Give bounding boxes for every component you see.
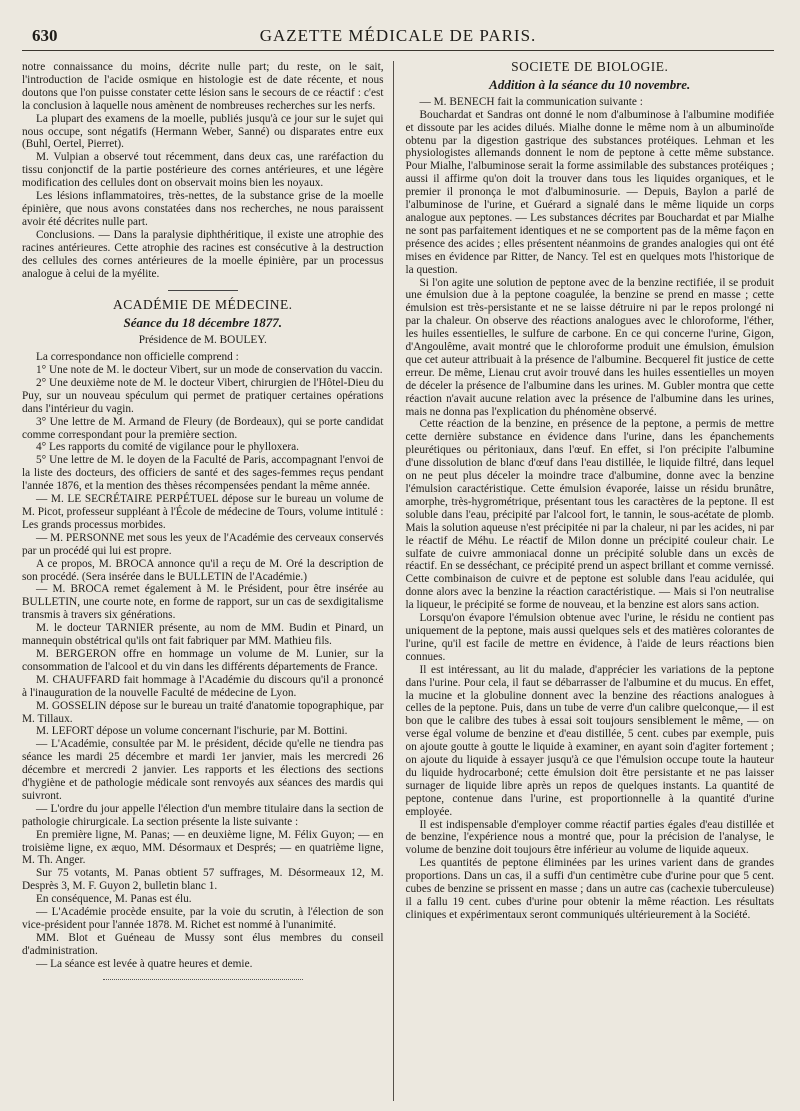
paragraph: M. le docteur TARNIER présente, au nom de MM. Budin et Pinard, un mannequin obstétrical qu'ils ont fait fabriquer par MM. Mathieu fils.: [22, 622, 384, 648]
section-title-societe: SOCIÉTÉ DE BIOLOGIE.: [511, 61, 669, 74]
paragraph: — M. BROCA remet également à M. le Président, pour être insérée au BULLETIN, une courte note, en forme de rapport, sur un cas de sexdigitalisme transmis à travers six générations.: [22, 583, 384, 622]
paragraph: 1° Une note de M. le docteur Vibert, sur un mode de conservation du vaccin.: [36, 364, 383, 377]
paragraph: Il est intéressant, au lit du malade, d'apprécier les variations de la peptone dans l'urine. Pour cela, il faut se débarrasser de l'albumine et du mucus. En effet, la mucine et la globuline donnent avec la benzine des réactions analogues à celles de la peptone. Puis, dans un tube de verre d'un calibre quelconque,— il est bon que le calibre des tubes à essai soit toujours sensiblement le même, — on verse égal volume de benzine et d'eau distillée, 5 cent. cubes par exemple, puis on ajoute goutte à goutte le liquide à examiner, en ayant soin d'agiter fortement ; on ajoute du liquide à essayer jusqu'à ce que l'émulsion occupe toute la hauteur du liquide hydrocarboné; cette émulsion doit être persistante et ne pas laisser surnager de liquide libre après un repos de quelques instants. La quantité de peptone, contenue dans l'urine, est proportionnelle à la quantité d'urine employée.: [405, 663, 774, 818]
page-number: 630: [32, 26, 58, 45]
paragraph: — La séance est levée à quatre heures et demie.: [36, 957, 253, 970]
conclusions-paragraph: Conclusions. — Dans la paralysie diphthéritique, il existe une atrophie des racines antérieures. Cette atrophie des racines est consécutive à la destruction des cellules des cornes antérieures de la moelle épinière, par un processus analogue à celui de la myélite.: [22, 228, 384, 280]
paragraph: Les lésions inflammatoires, très-nettes, de la substance grise de la moelle épinière, que nous avons constatées dans nos recherches, ne nous paraissent avoir été décrites nulle part.: [22, 190, 384, 228]
section-divider: [168, 290, 238, 291]
paragraph: La correspondance non officielle comprend :: [36, 351, 239, 364]
paragraph: — L'ordre du jour appelle l'élection d'un membre titulaire dans la section de pathologie chirurgicale. La section présente la liste suivante :: [22, 802, 384, 828]
paragraph: M. CHAUFFARD fait hommage à l'Académie du discours qu'il a prononcé à l'inauguration de la nouvelle Faculté de médecine de Lyon.: [22, 673, 384, 699]
paragraph: notre connaissance du moins, décrite nulle part; du reste, on le sait, l'introduction de l'acide osmique en histologie est de date récente, et nous doutons que l'on puisse constater cette lésion sans le secours de ce réactif : c'est la conclusion à laquelle nous amènent de nombreuses recherches sur les nerfs.: [22, 61, 384, 112]
paragraph: — M. BENECH fait la communication suivante :: [419, 95, 643, 108]
paragraph: M. Vulpian a observé tout récemment, dans deux cas, une raréfaction du tissu conjonctif de la partie postérieure des cornes antérieures, et une légère modification des cellules dont on observait moins bien les noyaux.: [22, 151, 384, 190]
paragraph: En conséquence, M. Panas est élu.: [36, 893, 192, 906]
paragraph: Il est indispensable d'employer comme réactif parties égales d'eau distillée et de benzine, l'expérience nous a montré que, pour la précision de l'analyse, le volume de benzine doit toujours être inférieur au volume de liquide aqueux.: [405, 818, 774, 857]
paragraph: Lorsqu'on évapore l'émulsion obtenue avec l'urine, le résidu ne contient pas uniquement de la peptone, mais aussi quelques sels et des matières colorantes de l'urine, qu'il est facile de mettre en évidence, à l'aide de leurs réactions bien connues.: [405, 612, 774, 663]
paragraph: — M. LE SECRÉTAIRE PERPÉTUEL dépose sur le bureau un volume de M. Picot, professeur suppléant à l'École de médecine de Tours, volume intitulé : Les grands processus morbides.: [22, 493, 384, 531]
paragraph: 5° Une lettre de M. le doyen de la Faculté de Paris, accompagnant l'envoi de la liste des docteurs, des officiers de santé et des sages-femmes reçus pendant l'année 1876, et la mention des thèses récompensées pendant la même année.: [22, 454, 384, 493]
session-heading: Séance du 18 décembre 1877.: [123, 315, 283, 331]
paragraph: En première ligne, M. Panas; — en deuxième ligne, M. Félix Guyon; — en troisième ligne, ex æquo, MM. Désormaux et Després; — en quatrième ligne, M. Th. Anger.: [22, 828, 384, 867]
column-rule: [393, 61, 394, 1101]
paragraph: — L'Académie, consultée par M. le président, décide qu'elle ne tiendra pas séance les mardi 25 décembre et mardi 1er janvier, mais les mercredi 26 décembre et mercredi 2 janvier. Les rapports et les élections des sections d'hygiène et de pathologie médicale sont renvoyés aux séances des mardis qui suivront.: [22, 738, 384, 802]
left-column: [22, 61, 390, 1101]
paragraph: La plupart des examens de la moelle, publiés jusqu'à ce jour sur le sujet qui nous occupe, sont négatifs (Hermann Weber, Sanné) ou disparates entre eux (Buhl, Oertel, Pierret).: [22, 112, 384, 151]
paragraph: A ce propos, M. BROCA annonce qu'il a reçu de M. Oré la description de son procédé. (Sera insérée dans le BULLETIN de l'Académie.): [22, 557, 384, 583]
paragraph: 2° Une deuxième note de M. le docteur Vibert, chirurgien de l'Hôtel-Dieu du Puy, sur un nouveau spéculum qui permet de pratiquer certaines opérations dans l'intérieur du vagin.: [22, 376, 384, 415]
session-heading: Addition à la séance du 10 novembre.: [489, 76, 691, 92]
section-title-academie: ACADÉMIE DE MÉDECINE.: [112, 297, 293, 313]
paragraph: Les quantités de peptone éliminées par les urines varient dans de grandes proportions. Dans un cas, il a suffi d'un centimètre cube d'urine pour que 5 cent. cubes de benzine se prissent en masse ; dans un autre cas (cachexie tuberculeuse) il a fallu 19 cent. cubes d'urine pour obtenir la même réaction. Les résultats cliniques et expérimentaux seront communiqués ultérieurement à la Société.: [405, 857, 774, 921]
paragraph: MM. Blot et Guéneau de Mussy sont élus membres du conseil d'administration.: [22, 931, 384, 957]
paragraph: — L'Académie procède ensuite, par la voie du scrutin, à l'élection de son vice-président pour l'année 1878. M. Richet est nommé à l'unanimité.: [22, 906, 384, 931]
paragraph: M. BERGERON offre en hommage un volume de M. Lunier, sur la consommation de l'alcool et du vin dans les différents départements de France.: [22, 647, 384, 673]
paragraph: Bouchardat et Sandras ont donné le nom d'albuminose à l'albumine modifiée et dissoute par les acides dilués. Mialhe donne le même nom à un albuminoïde obtenu par la digestion gastrique des substances protéiques. Lehman et les physiologistes allemands donnent le nom de peptone à cette même substance. Pour Mialhe, l'albuminose serait la forme assimilable des substances protéiques ; aussi il affirme qu'on doit la trouver dans tous les liquides organiques, et le premier il prononça le mot d'albuminosurie. — Depuis, Baylon a parlé de l'albuminose de l'urine, et Guérard a signalé dans le même liquide un corps analogue aux peptones. — Les substances décrites par Bouchardat et par Mialhe ne sont pas parfaitement identiques et ne se comportent pas de la même façon en présence des acides ; elles présentent néanmoins de grandes analogies qui ont été mises en évidence par Ritter, de Nancy. Tel est en quelques mots l'historique de la question.: [405, 108, 774, 276]
paragraph: Si l'on agite une solution de peptone avec de la benzine rectifiée, il se produit une émulsion due à la peptone coagulée, la benzine se prend en masse ; cette émulsion est très-persistante et ne se laisse détruire ni par le repos prolongé ni par la chaleur. On observe des réactions analogues avec le chloroforme, l'éther, les huiles essentielles, le sulfure de carbone. En ce qui concerne l'urine, Gigon, d'Angoulême, avait montré que le chloroforme produit une émulsion, émulsion que cet auteur attribuait à la présence de l'albumine. Becquerel fit justice de cette erreur. De même, Lienau crut avoir trouvé dans les huiles essentielles un moyen de déceler la présence de l'albumine dans les urines. M. Gubler montra que cette réaction n'avait aucune relation avec la présence de l'albumine dans les urines, mais ne donna pas l'explication du phénomène observé.: [405, 276, 774, 418]
right-column: [397, 61, 774, 1101]
paragraph: Cette réaction de la benzine, en présence de la peptone, a permis de mettre cette dernière substance en évidence dans l'urine, dans les épanchements pleurétiques ou péritoniaux, dans l'œuf. En effet, si l'on précipite l'albumine d'une dissolution de blanc d'œuf dans l'eau distillée, le liquide filtré, dans lequel on ne peut plus déceler la moindre trace d'albumine, donne avec la benzine l'émulsion caractéristique. Cette émulsion évaporée, laisse un résidu brunâtre, amorphe, très-hygrométrique, présentant tous les caractères de la peptone. Il est soluble dans l'eau, précipité par l'alcool fort, le tannin, le sous-acétate de plomb. Mais la solution aqueuse n'est précipitée ni par la chaleur, ni par les acides, ni par le réactif de Méhu. Le réactif de Milon donne un précipité couleur chair. Le sulfate de cuivre ammoniacal donne un précipité soluble dans un excès de réactif. En se desséchant, ce précipité prend un aspect brillant et comme vernissé. Cette combinaison de cuivre et de peptone est soluble dans l'eau acidulée, qui donne alors avec la benzine la réaction caractéristique. — Mais si l'on neutralise la liqueur, le précipité se forme de nouveau, et la benzine est alors sans action.: [405, 418, 774, 612]
paragraph: 4° Les rapports du comité de vigilance pour le phylloxera.: [36, 441, 300, 454]
paragraph: Sur 75 votants, M. Panas obtient 57 suffrages, M. Désormeaux 12, M. Desprès 3, M. F. Guyon 2, bulletin blanc 1.: [22, 867, 384, 893]
page-header: [22, 14, 774, 51]
paragraph: — M. PERSONNE met sous les yeux de l'Académie des cerveaux conservés par un procédé qui lui est propre.: [22, 531, 384, 557]
end-rule: [103, 979, 303, 980]
presidency-line: Présidence de M. BOULEY.: [138, 334, 267, 347]
two-column-body: [22, 61, 774, 1101]
paragraph: M. LEFORT dépose un volume concernant l'ischurie, par M. Bottini.: [36, 725, 348, 738]
paragraph: M. GOSSELIN dépose sur le bureau un traité d'anatomie topographique, par M. Tillaux.: [22, 699, 384, 725]
running-title: GAZETTE MÉDICALE DE PARIS.: [259, 26, 537, 45]
paragraph: 3° Une lettre de M. Armand de Fleury (de Bordeaux), qui se porte candidat comme correspondant pour la première section.: [22, 415, 384, 441]
